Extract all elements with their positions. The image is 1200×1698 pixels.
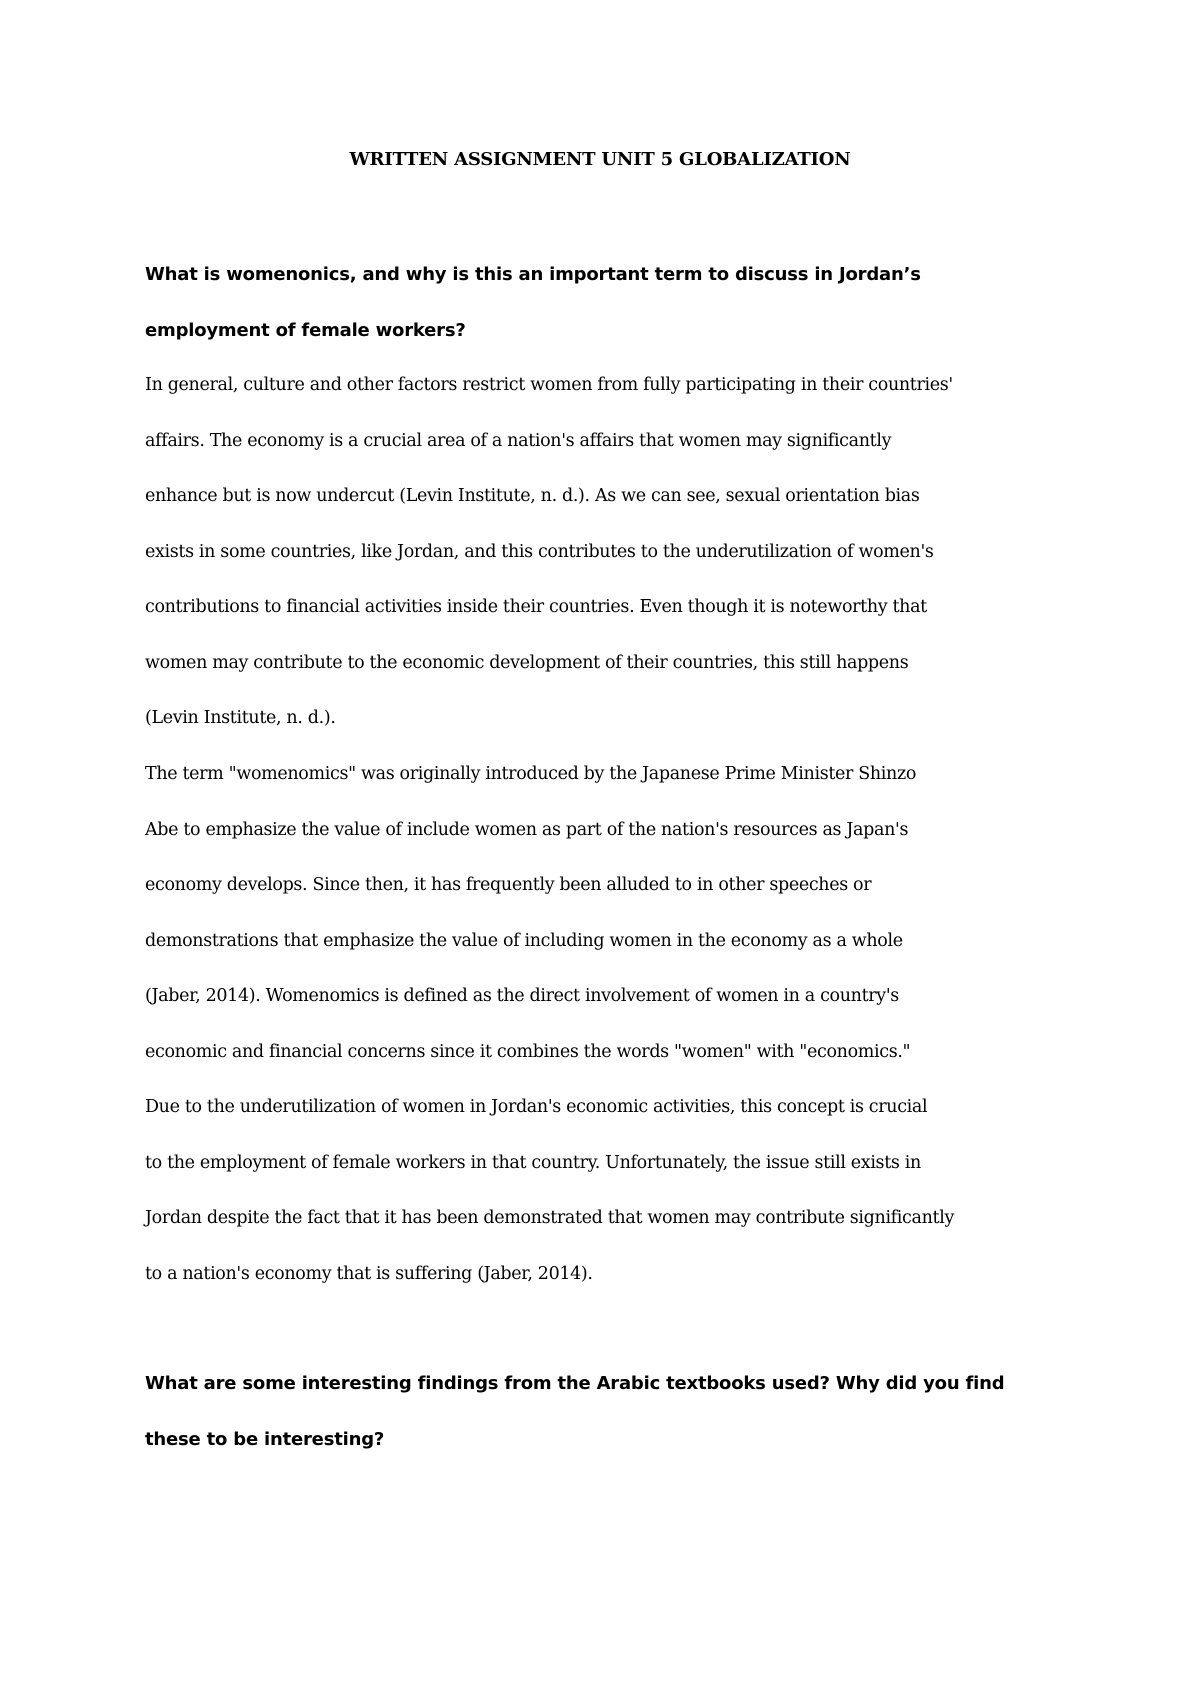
paragraph-2-line: Due to the underutilization of women in Jordan's economic activities, this concept is crucial bbox=[145, 1097, 928, 1117]
paragraph-2-line: to the employment of female workers in that country. Unfortunately, the issue still exists in bbox=[145, 1152, 921, 1173]
paragraph-1-line: In general, culture and other factors restrict women from fully participating in their countries' bbox=[145, 375, 953, 395]
paragraph-2-line: (Jaber, 2014). Womenomics is defined as the direct involvement of women in a country's bbox=[145, 986, 899, 1006]
paragraph-1 bbox=[145, 358, 1075, 747]
paragraph-1-line: (Levin Institute, n. d.). bbox=[145, 708, 336, 728]
paragraph-1-line: women may contribute to the economic development of their countries, this still happens bbox=[145, 652, 909, 673]
paragraph-1-line: affairs. The economy is a crucial area of a nation's affairs that women may significantly bbox=[145, 430, 892, 451]
question-1-line: What is womenonics, and why is this an important term to discuss in Jordan’s bbox=[145, 264, 921, 285]
paragraph-2-line: demonstrations that emphasize the value of including women in the economy as a whole bbox=[145, 930, 903, 951]
paragraph-2-line: Abe to emphasize the value of include women as part of the nation's resources as Japan's bbox=[145, 819, 909, 840]
question-1-line: employment of female workers? bbox=[145, 320, 466, 341]
paragraph-2-line: Jordan despite the fact that it has been demonstrated that women may contribute significantly bbox=[145, 1208, 954, 1228]
paragraph-2-line: economy develops. Since then, it has frequently been alluded to in other speeches or bbox=[145, 875, 872, 895]
paragraph-2-line: The term "womenomics" was originally introduced by the Japanese Prime Minister Shinzo bbox=[145, 764, 917, 784]
question-heading-1 bbox=[145, 247, 1075, 359]
document-title: WRITTEN ASSIGNMENT UNIT 5 GLOBALIZATION bbox=[349, 149, 851, 170]
question-2-line: these to be interesting? bbox=[145, 1429, 385, 1450]
paragraph-1-line: enhance but is now undercut (Levin Institute, n. d.). As we can see, sexual orientation bias bbox=[145, 486, 920, 506]
paragraph-1-line: exists in some countries, like Jordan, and this contributes to the underutilization of women's bbox=[145, 541, 934, 562]
question-2-line: What are some interesting findings from the Arabic textbooks used? Why did you find bbox=[145, 1373, 1005, 1394]
paragraph-2 bbox=[145, 747, 1075, 1302]
paragraph-2-line: to a nation's economy that is suffering (Jaber, 2014). bbox=[145, 1263, 593, 1284]
question-heading-2 bbox=[145, 1356, 1075, 1468]
paragraph-1-line: contributions to financial activities inside their countries. Even though it is noteworthy that bbox=[145, 597, 927, 617]
paragraph-2-line: economic and financial concerns since it combines the words "women" with "economics." bbox=[145, 1041, 911, 1062]
